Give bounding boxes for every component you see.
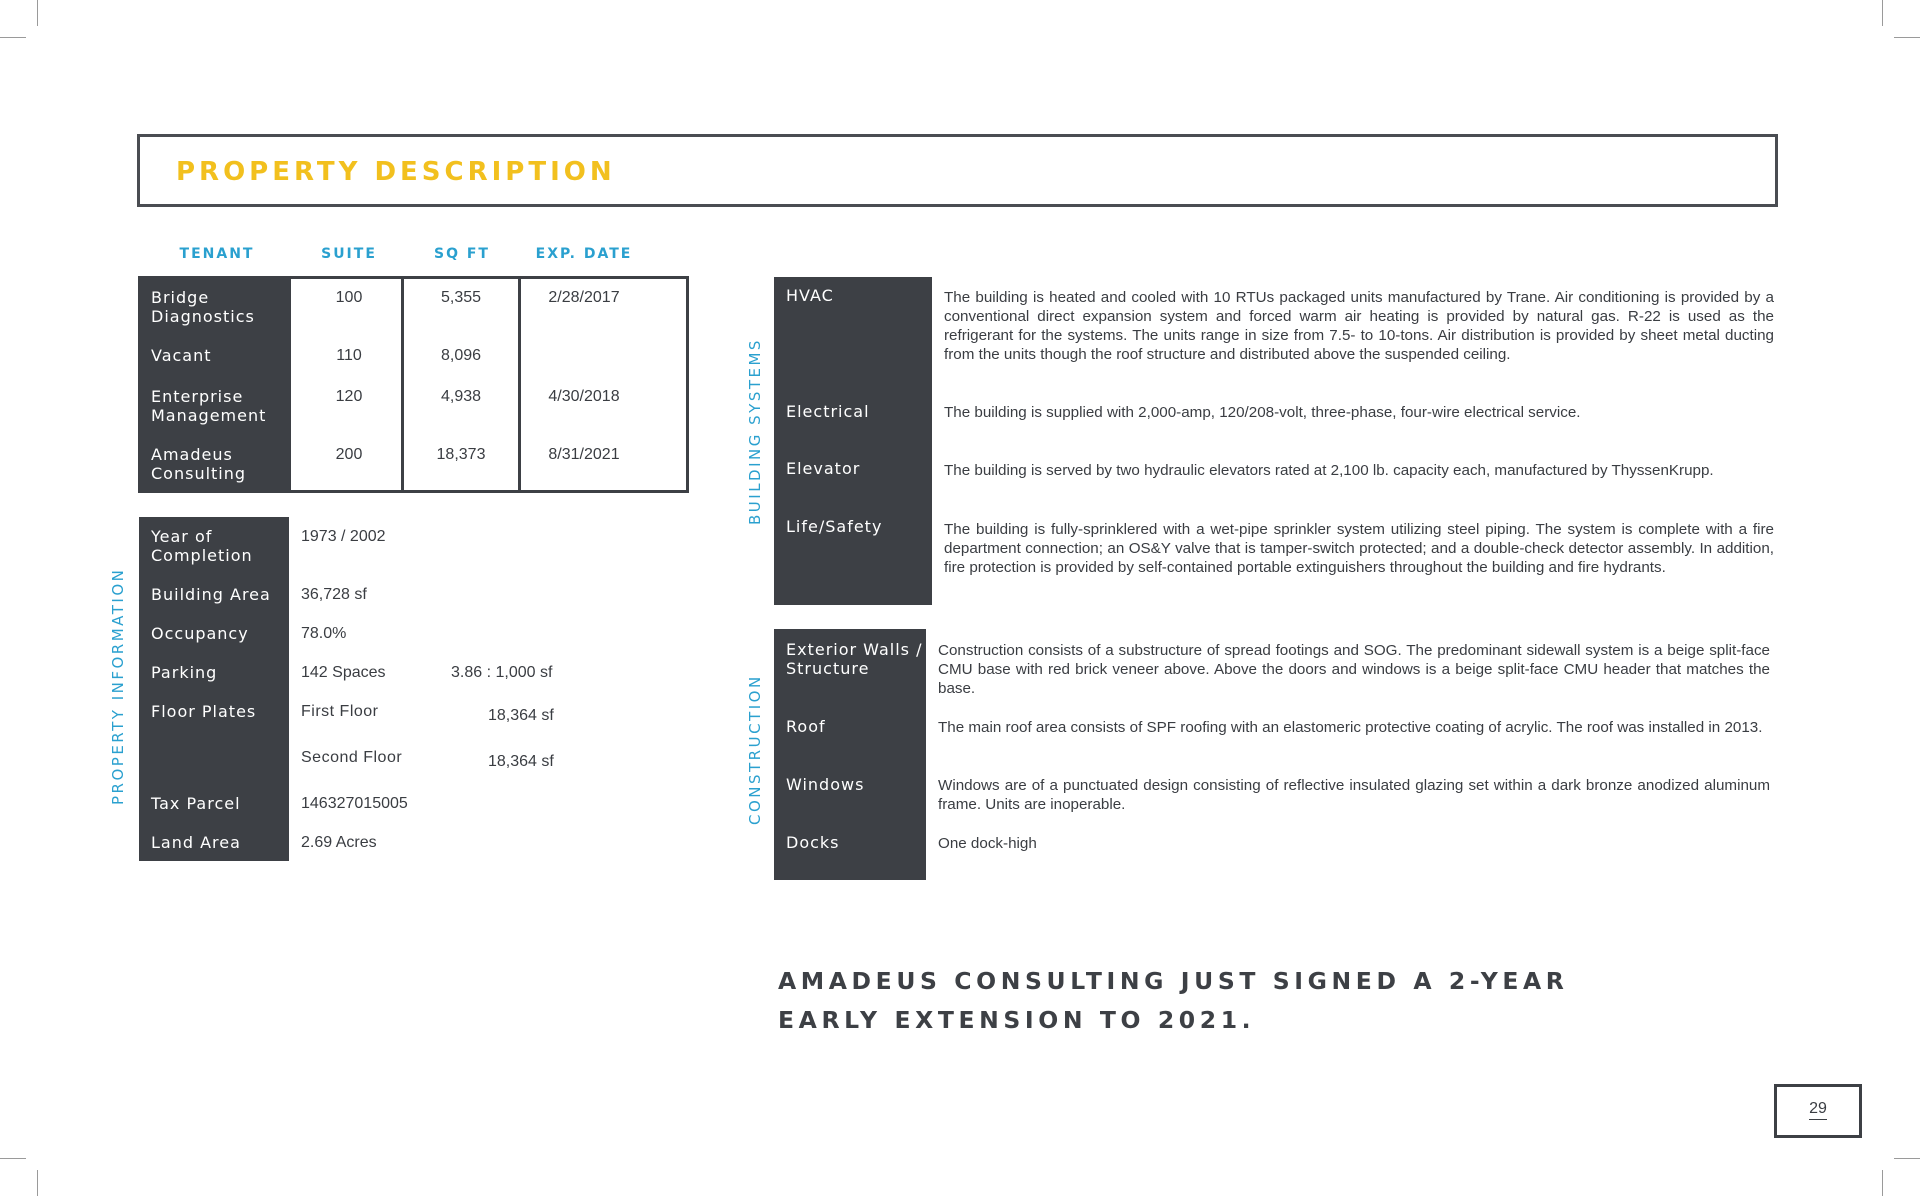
electrical-description: The building is supplied with 2,000-amp, 120/208-volt, three-phase, four-wire electrical service. <box>944 404 1581 421</box>
crop-mark <box>1894 1158 1920 1159</box>
crop-mark <box>0 37 26 38</box>
crop-mark <box>0 1158 26 1159</box>
section-label-building-systems: BUILDING SYSTEMS <box>746 338 764 525</box>
occupancy-label: Occupancy <box>151 624 249 643</box>
tenant-exp-date: 8/31/2021 <box>548 446 620 463</box>
tenant-name: Enterprise Management <box>151 387 267 425</box>
column-header-exp-date: EXP. DATE <box>535 246 633 262</box>
first-floor-value: 18,364 sf <box>488 707 554 724</box>
tenant-suite: 200 <box>335 446 363 463</box>
column-header-sqft: SQ FT <box>434 246 490 262</box>
crop-mark <box>1882 0 1883 26</box>
tenant-name: Bridge Diagnostics <box>151 288 255 326</box>
roof-label: Roof <box>786 717 826 736</box>
tenant-suite: 110 <box>336 347 362 364</box>
first-floor-label: First Floor <box>301 703 379 720</box>
exterior-walls-description: Construction consists of a substructure of spread footings and SOG. The predominant sidewall system is a beige split-face CMU base with red brick veneer above. Above the doors and windows is a beige split-face CMU header that matches the base. <box>938 642 1770 697</box>
callout-text: AMADEUS CONSULTING JUST SIGNED A 2-YEAR EARLY EXTENSION TO 2021. <box>778 967 1569 1034</box>
section-label-construction: CONSTRUCTION <box>746 674 764 825</box>
tenant-suite: 120 <box>335 388 363 405</box>
electrical-label: Electrical <box>786 402 870 421</box>
page-number: 29 <box>1809 1100 1827 1120</box>
tax-parcel-label: Tax Parcel <box>151 794 241 813</box>
crop-mark <box>37 0 38 26</box>
tenant-sqft: 8,096 <box>440 347 482 364</box>
tax-parcel-value: 146327015005 <box>301 795 408 812</box>
windows-label: Windows <box>786 775 865 794</box>
building-area-label: Building Area <box>151 585 271 604</box>
tenant-exp-date: 2/28/2017 <box>548 289 620 306</box>
tenant-exp-date: 4/30/2018 <box>548 388 620 405</box>
windows-description: Windows are of a punctuated design consisting of reflective insulated glazing set within a dark bronze anodized aluminum frame. Units are inoperable. <box>938 777 1770 813</box>
life-safety-label: Life/Safety <box>786 517 883 536</box>
year-of-completion-label: Year of Completion <box>151 527 253 565</box>
section-label-property-information: PROPERTY INFORMATION <box>109 567 127 805</box>
page-number-box <box>1774 1084 1862 1138</box>
elevator-description: The building is served by two hydraulic elevators rated at 2,100 lb. capacity each, manufactured by ThyssenKrupp. <box>944 462 1714 479</box>
parking-value: 142 Spaces <box>301 664 386 681</box>
roof-description: The main roof area consists of SPF roofing with an elastomeric protective coating of acrylic. The roof was installed in 2013. <box>938 719 1763 736</box>
parking-label: Parking <box>151 663 218 682</box>
land-area-label: Land Area <box>151 833 241 852</box>
docks-description: One dock-high <box>938 835 1037 852</box>
tenant-suite: 100 <box>335 289 363 306</box>
crop-mark <box>1882 1170 1883 1196</box>
building-area-value: 36,728 sf <box>301 586 367 603</box>
hvac-label: HVAC <box>786 286 834 305</box>
tenant-sqft: 18,373 <box>436 446 486 463</box>
second-floor-value: 18,364 sf <box>488 753 554 770</box>
life-safety-description: The building is fully-sprinklered with a wet-pipe sprinkler system utilizing steel piping. The system is complete with a fire department connection; an OS&Y valve that is tamper-switch protected; and a double-check detector assembly. In addition, fire protection is provided by self-contained portable extinguishers throughout the building and fire hydrants. <box>944 521 1774 576</box>
year-of-completion-value: 1973 / 2002 <box>301 528 386 545</box>
second-floor-label: Second Floor <box>301 749 403 766</box>
tenant-name: Amadeus Consulting <box>151 445 247 483</box>
docks-label: Docks <box>786 833 840 852</box>
tenant-sqft: 5,355 <box>440 289 482 306</box>
floor-plates-label: Floor Plates <box>151 702 257 721</box>
crop-mark <box>37 1170 38 1196</box>
elevator-label: Elevator <box>786 459 861 478</box>
tenant-name: Vacant <box>151 346 212 365</box>
column-header-tenant: TENANT <box>179 246 255 262</box>
occupancy-value: 78.0% <box>301 625 347 642</box>
hvac-description: The building is heated and cooled with 10 RTUs packaged units manufactured by Trane. Air conditioning is provided by a conventional direct expansion system and forced warm air heating is provided by natural gas. R-22 is used as the refrigerant for the systems. The units range in size from 7.5- to 10-tons. Air distribution is provided by sheet metal ducting from the units though the roof structure and distributed above the suspended ceiling. <box>944 289 1774 363</box>
column-header-suite: SUITE <box>321 246 377 262</box>
crop-mark <box>1894 37 1920 38</box>
title-box <box>137 134 1778 207</box>
land-area-value: 2.69 Acres <box>301 834 377 851</box>
tenant-sqft: 4,938 <box>440 388 482 405</box>
page-title: PROPERTY DESCRIPTION <box>176 157 616 187</box>
exterior-walls-label: Exterior Walls / Structure <box>786 640 923 678</box>
parking-ratio: 3.86 : 1,000 sf <box>451 664 553 681</box>
building-systems-label-column <box>774 277 932 605</box>
